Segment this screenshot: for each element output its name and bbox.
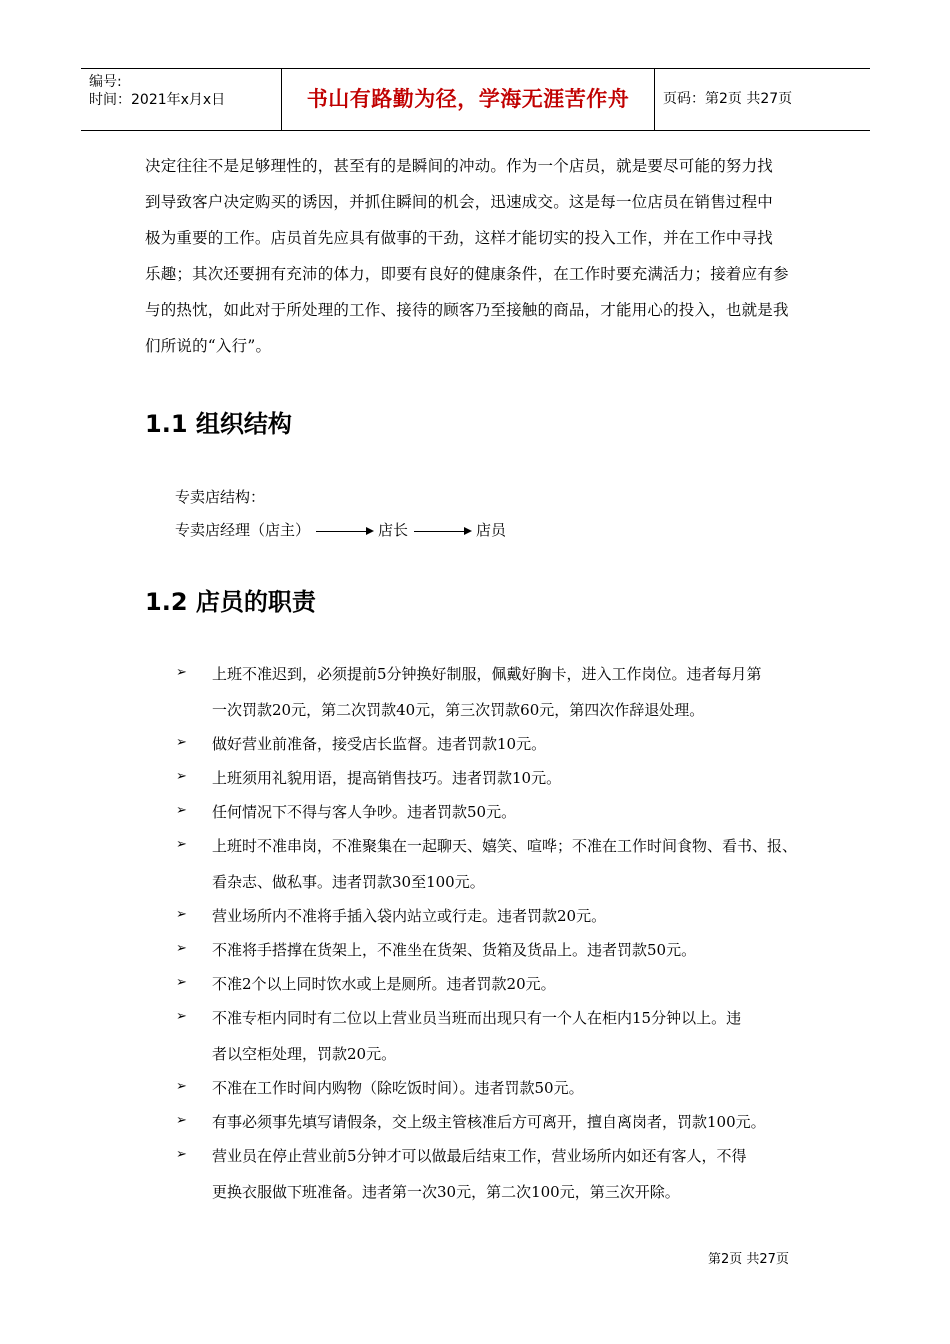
duty-item bbox=[176, 794, 826, 830]
arrow-bullet-icon: ➢ bbox=[176, 803, 187, 818]
header-meta-cell bbox=[81, 69, 282, 130]
section-heading-organization: 1.1 组织结构 bbox=[145, 410, 292, 438]
arrow-bullet-icon: ➢ bbox=[176, 941, 187, 956]
intro-line: 决定往往不是足够理性的，甚至有的是瞬间的冲动。作为一个店员，就是要尽可能的努力找 bbox=[145, 157, 774, 175]
org-node-owner: 专卖店经理（店主） bbox=[175, 521, 311, 539]
document-number-label: 编号: bbox=[89, 74, 122, 90]
duty-item bbox=[176, 1000, 826, 1072]
duty-item bbox=[176, 898, 826, 934]
duty-text-line: 营业场所内不准将手插入袋内站立或行走。违者罚款20元。 bbox=[212, 907, 607, 925]
duty-text-line: 任何情况下不得与客人争吵。违者罚款50元。 bbox=[212, 803, 517, 821]
arrow-bullet-icon: ➢ bbox=[176, 1113, 187, 1128]
intro-line: 们所说的“入行”。 bbox=[145, 337, 272, 355]
duty-text-line: 上班时不准串岗，不准聚集在一起聊天、嬉笑、喧哗；不准在工作时间食物、看书、报、 bbox=[212, 837, 798, 855]
duty-text-line: 看杂志、做私事。违者罚款30至100元。 bbox=[212, 873, 485, 891]
intro-paragraph bbox=[145, 148, 815, 364]
structure-label: 专卖店结构： bbox=[175, 488, 266, 506]
header-motto: 书山有路勤为径，学海无涯苦作舟 bbox=[282, 69, 655, 130]
duty-text-line: 一次罚款20元，第二次罚款40元，第三次罚款60元，第四次作辞退处理。 bbox=[212, 701, 705, 719]
page-header bbox=[81, 68, 870, 131]
duty-text-line: 者以空柜处理，罚款20元。 bbox=[212, 1045, 397, 1063]
duty-item bbox=[176, 1104, 826, 1140]
duty-item bbox=[176, 656, 826, 728]
duty-text-line: 做好营业前准备，接受店长监督。违者罚款10元。 bbox=[212, 735, 547, 753]
org-chain bbox=[175, 519, 506, 540]
arrow-bullet-icon: ➢ bbox=[176, 1079, 187, 1094]
intro-line: 极为重要的工作。店员首先应具有做事的干劲，这样才能切实的投入工作，并在工作中寻找 bbox=[145, 229, 774, 247]
duties-list bbox=[176, 656, 826, 1210]
duty-text-line: 有事必须事先填写请假条，交上级主管核准后方可离开，擅自离岗者，罚款100元。 bbox=[212, 1113, 766, 1131]
arrow-bullet-icon: ➢ bbox=[176, 1009, 187, 1024]
duty-text-line: 不准专柜内同时有二位以上营业员当班而出现只有一个人在柜内15分钟以上。违 bbox=[212, 1009, 742, 1027]
duty-item bbox=[176, 932, 826, 968]
duty-item bbox=[176, 1138, 826, 1210]
duty-text-line: 营业员在停止营业前5分钟才可以做最后结束工作，营业场所内如还有客人，不得 bbox=[212, 1147, 747, 1165]
arrow-bullet-icon: ➢ bbox=[176, 837, 187, 852]
arrow-bullet-icon: ➢ bbox=[176, 735, 187, 750]
duty-text-line: 更换衣服做下班准备。违者第一次30元，第二次100元，第三次开除。 bbox=[212, 1183, 680, 1201]
arrow-bullet-icon: ➢ bbox=[176, 1147, 187, 1162]
arrow-right-icon bbox=[414, 531, 470, 532]
org-node-clerk: 店员 bbox=[476, 521, 507, 539]
org-node-store-manager: 店长 bbox=[378, 521, 409, 539]
duty-item bbox=[176, 1070, 826, 1106]
duty-item bbox=[176, 966, 826, 1002]
page-footer: 第2页 共27页 bbox=[708, 1252, 789, 1267]
duty-text-line: 上班不准迟到，必须提前5分钟换好制服，佩戴好胸卡，进入工作岗位。违者每月第 bbox=[212, 665, 762, 683]
arrow-right-icon bbox=[316, 531, 372, 532]
header-page-number: 页码：第2页 共27页 bbox=[663, 91, 793, 107]
duty-text-line: 不准2个以上同时饮水或上是厕所。违者罚款20元。 bbox=[212, 975, 556, 993]
arrow-bullet-icon: ➢ bbox=[176, 907, 187, 922]
section-heading-duties: 1.2 店员的职责 bbox=[145, 588, 316, 616]
document-time-label: 时间：2021年x月x日 bbox=[89, 92, 226, 108]
arrow-bullet-icon: ➢ bbox=[176, 975, 187, 990]
duty-item bbox=[176, 760, 826, 796]
intro-line: 到导致客户决定购买的诱因，并抓住瞬间的机会，迅速成交。这是每一位店员在销售过程中 bbox=[145, 193, 774, 211]
duty-text-line: 上班须用礼貌用语，提高销售技巧。违者罚款10元。 bbox=[212, 769, 562, 787]
duty-item bbox=[176, 828, 826, 900]
duty-text-line: 不准将手搭撑在货架上，不准坐在货架、货箱及货品上。违者罚款50元。 bbox=[212, 941, 697, 959]
duty-text-line: 不准在工作时间内购物（除吃饭时间）。违者罚款50元。 bbox=[212, 1079, 584, 1097]
arrow-bullet-icon: ➢ bbox=[176, 665, 187, 680]
intro-line: 乐趣；其次还要拥有充沛的体力，即要有良好的健康条件，在工作时要充满活力；接着应有参 bbox=[145, 265, 789, 283]
arrow-bullet-icon: ➢ bbox=[176, 769, 187, 784]
intro-line: 与的热忱，如此对于所处理的工作、接待的顾客乃至接触的商品，才能用心的投入，也就是我 bbox=[145, 301, 789, 319]
duty-item bbox=[176, 726, 826, 762]
